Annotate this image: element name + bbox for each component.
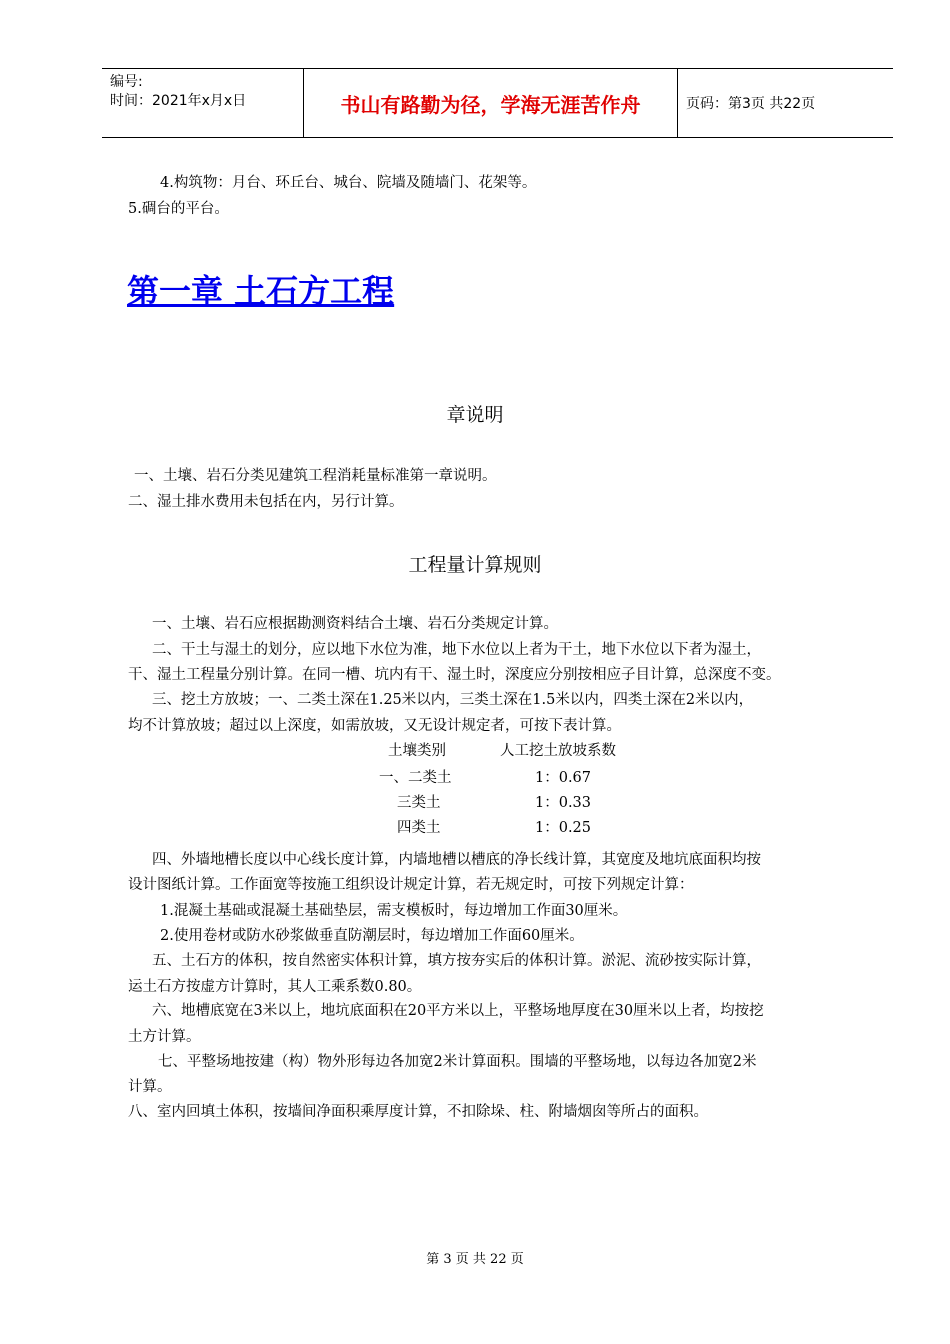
rule-line: 均不计算放坡；超过以上深度，如需放坡，又无设计规定者，可按下表计算。: [128, 718, 621, 734]
rule-line: 二、干土与湿土的划分，应以地下水位为准，地下水位以上者为干土，地下水位以下者为湿土，: [152, 642, 761, 658]
header-page-label: 页码：第3页 共22页: [686, 96, 816, 112]
number-label: 编号:: [110, 74, 143, 90]
section-title-rules: 工程量计算规则: [408, 554, 542, 576]
slope-table-cell: 四类土: [397, 820, 441, 836]
rule-line: 运土石方按虚方计算时，其人工乘系数0.80。: [128, 979, 422, 995]
rule-line: 五、土石方的体积，按自然密实体积计算，填方按夯实后的体积计算。淤泥、流砂按实际计算，: [152, 953, 761, 969]
rule-line: 1.混凝土基础或混凝土基础垫层，需支模板时，每边增加工作面30厘米。: [160, 903, 628, 919]
slope-table-header-coef: 人工挖土放坡系数: [500, 743, 616, 759]
page-header: [102, 68, 893, 138]
rule-line: 八、室内回填土体积，按墙间净面积乘厚度计算，不扣除垛、柱、附墙烟囱等所占的面积。: [128, 1104, 708, 1120]
intro-line-2: 5.碉台的平台。: [128, 201, 229, 217]
rule-line: 七、平整场地按建（构）物外形每边各加宽2米计算面积。围墙的平整场地，以每边各加宽2米: [158, 1054, 757, 1070]
rule-line: 三、挖土方放坡；一、二类土深在1.25米以内，三类土深在1.5米以内，四类土深在2米以内，: [152, 692, 754, 708]
rule-line: 一、土壤、岩石应根据勘测资料结合土壤、岩石分类规定计算。: [152, 616, 558, 632]
slope-table-cell: 三类土: [397, 795, 441, 811]
section-title-chapter-notes: 章说明: [446, 404, 504, 426]
rule-line: 六、地槽底宽在3米以上，地坑底面积在20平方米以上，平整场地厚度在30厘米以上者，均按挖: [152, 1003, 764, 1019]
rule-line: 设计图纸计算。工作面宽等按施工组织设计规定计算，若无规定时，可按下列规定计算：: [128, 877, 694, 893]
page-footer: 第 3 页 共 22 页: [426, 1252, 524, 1267]
rule-line: 四、外墙地槽长度以中心线长度计算，内墙地槽以槽底的净长线计算，其宽度及地坑底面积均按: [152, 852, 761, 868]
header-meta: [102, 69, 304, 137]
chapter-title-link[interactable]: 第一章 土石方工程: [127, 272, 395, 310]
slope-table-header-soil: 土壤类别: [388, 743, 446, 759]
rule-line: 计算。: [128, 1079, 172, 1095]
slope-table-cell: 1：0.25: [535, 820, 592, 836]
slope-table-cell: 1：0.67: [535, 770, 592, 786]
rule-line: 2.使用卷材或防水砂浆做垂直防潮层时，每边增加工作面60厘米。: [160, 928, 584, 944]
rule-line: 土方计算。: [128, 1029, 201, 1045]
slope-table-cell: 1：0.33: [535, 795, 592, 811]
header-motto: 书山有路勤为径，学海无涯苦作舟: [304, 69, 678, 137]
slope-table-cell: 一、二类土: [379, 770, 452, 786]
chapter-note-2: 二、湿土排水费用未包括在内，另行计算。: [128, 494, 404, 510]
chapter-note-1: 一、土壤、岩石分类见建筑工程消耗量标准第一章说明。: [134, 468, 497, 484]
time-label: 时间：2021年x月x日: [110, 93, 247, 109]
intro-line-1: 4.构筑物：月台、环丘台、城台、院墙及随墙门、花架等。: [160, 175, 537, 191]
rule-line: 干、湿土工程量分别计算。在同一槽、坑内有干、湿土时，深度应分别按相应子目计算，总深度不变。: [128, 667, 781, 683]
